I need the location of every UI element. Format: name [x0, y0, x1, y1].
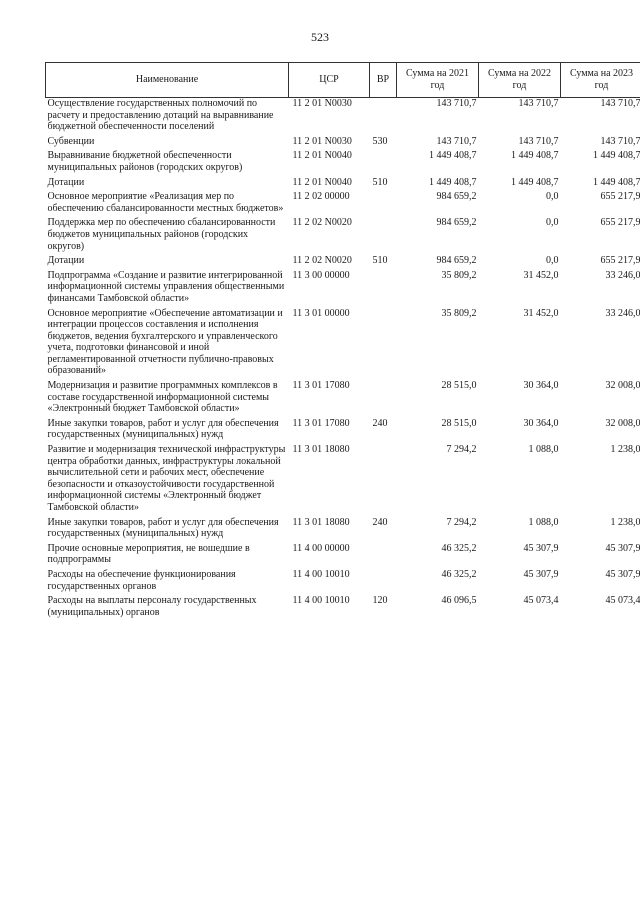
cell-name: Дотации	[47, 176, 85, 188]
cell-name: Субвенции	[47, 135, 95, 147]
cell-sum-2021: 1 449 408,7	[429, 176, 477, 188]
table-row	[46, 543, 640, 569]
table-row	[46, 270, 640, 308]
cell-sum-2021: 46 096,5	[441, 595, 477, 607]
cell-code: 11 3 01 17080	[292, 380, 350, 392]
cell-vr: 530	[372, 135, 388, 147]
cell-code: 11 4 00 00000	[292, 542, 350, 554]
cell-vr: 240	[372, 417, 388, 429]
table-row	[46, 569, 640, 595]
cell-code: 11 4 00 10010	[292, 595, 350, 607]
cell-sum-2022: 1 088,0	[528, 444, 559, 456]
cell-sum-2021: 7 294,2	[446, 444, 477, 456]
cell-code: 11 2 01 N0040	[292, 150, 352, 162]
table-row	[46, 444, 640, 517]
cell-vr	[370, 444, 397, 517]
cell-sum-2023: 1 238,0	[610, 444, 640, 456]
table-body	[46, 98, 640, 622]
cell-name: Осуществление государственных полномочий по расчету и предоставлению дотаций на выравнивание бюджетной обеспеченности поселений	[47, 98, 274, 133]
cell-code: 11 2 01 N0030	[292, 98, 352, 109]
budget-table	[45, 62, 640, 621]
cell-sum-2021: 984 659,2	[436, 191, 477, 203]
cell-sum-2023: 33 246,0	[605, 307, 640, 319]
cell-sum-2022: 0,0	[546, 255, 559, 267]
cell-sum-2022: 1 449 408,7	[511, 150, 559, 162]
cell-code: 11 3 01 00000	[292, 307, 350, 319]
cell-sum-2023: 143 710,7	[600, 135, 640, 147]
cell-name: Расходы на обеспечение функционирования государственных органов	[47, 568, 236, 592]
cell-sum-2023: 655 217,9	[600, 191, 640, 203]
cell-name: Расходы на выплаты персоналу государственных (муниципальных) органов	[47, 595, 257, 618]
cell-sum-2021: 984 659,2	[436, 217, 477, 229]
table-row	[46, 98, 640, 136]
cell-sum-2022: 45 307,9	[523, 568, 559, 580]
cell-vr	[370, 543, 397, 569]
cell-code: 11 2 02 00000	[292, 191, 350, 203]
table-row	[46, 380, 640, 418]
cell-sum-2022: 0,0	[546, 191, 559, 203]
cell-vr	[370, 150, 397, 176]
cell-sum-2023: 655 217,9	[600, 217, 640, 229]
header-name: Наименование	[46, 63, 289, 98]
cell-sum-2023: 45 073,4	[605, 595, 640, 607]
cell-name: Иные закупки товаров, работ и услуг для обеспечения государственных (муниципальных) нужд	[47, 516, 279, 540]
cell-sum-2023: 1 449 408,7	[593, 150, 640, 162]
table-row	[46, 595, 640, 621]
cell-sum-2021: 35 809,2	[441, 307, 477, 319]
cell-vr	[370, 308, 397, 381]
table-header-row	[46, 63, 640, 98]
cell-sum-2022: 31 452,0	[523, 269, 559, 281]
cell-code: 11 2 02 N0020	[292, 217, 352, 229]
cell-sum-2021: 46 325,2	[441, 542, 477, 554]
cell-sum-2022: 0,0	[546, 217, 559, 229]
cell-vr: 510	[372, 176, 388, 188]
cell-sum-2021: 46 325,2	[441, 568, 477, 580]
cell-sum-2022: 1 449 408,7	[511, 176, 559, 188]
cell-vr	[370, 380, 397, 418]
cell-vr: 240	[372, 516, 388, 528]
cell-name: Иные закупки товаров, работ и услуг для обеспечения государственных (муниципальных) нужд	[47, 417, 279, 441]
cell-sum-2021: 984 659,2	[436, 255, 477, 267]
cell-code: 11 2 02 N0020	[292, 255, 352, 267]
cell-sum-2022: 31 452,0	[523, 307, 559, 319]
header-code: ЦСР	[289, 63, 370, 98]
cell-vr	[370, 191, 397, 217]
table-row	[46, 418, 640, 444]
page-number: 523	[311, 30, 329, 44]
cell-code: 11 3 01 18080	[292, 444, 350, 456]
table-row	[46, 150, 640, 176]
header-sum-2021: Сумма на 2021 год	[397, 63, 479, 98]
cell-code: 11 4 00 10010	[292, 568, 350, 580]
cell-sum-2022: 143 710,7	[518, 135, 559, 147]
cell-sum-2023: 1 449 408,7	[593, 176, 640, 188]
cell-sum-2021: 28 515,0	[441, 417, 477, 429]
cell-sum-2023: 45 307,9	[605, 542, 640, 554]
cell-sum-2022: 143 710,7	[518, 98, 559, 109]
cell-vr	[370, 217, 397, 255]
header-sum-2023: Сумма на 2023 год	[561, 63, 640, 98]
table-row	[46, 517, 640, 543]
table-row	[46, 217, 640, 255]
cell-name: Подпрограмма «Создание и развитие интегрированной информационной системы управления общественными финансами Тамбовской области»	[47, 269, 285, 304]
cell-sum-2022: 45 073,4	[523, 595, 559, 607]
cell-sum-2021: 143 710,7	[436, 135, 477, 147]
cell-name: Основное мероприятие «Обеспечение автоматизации и интеграции процессов составления и исполнения бюджетов, ведения бухгалтерского и управленческого учета, подготовки финансовой и иной регламентированной отчетности публично-правовых образований»	[47, 307, 283, 377]
cell-name: Дотации	[47, 255, 85, 267]
cell-sum-2021: 143 710,7	[436, 98, 477, 109]
cell-sum-2023: 32 008,0	[605, 417, 640, 429]
cell-name: Основное мероприятие «Реализация мер по обеспечению сбалансированности местных бюджетов»	[47, 191, 284, 214]
cell-code: 11 2 01 N0030	[292, 135, 352, 147]
cell-code: 11 3 00 00000	[292, 269, 350, 281]
cell-sum-2021: 28 515,0	[441, 380, 477, 392]
cell-vr: 120	[372, 595, 388, 607]
cell-name: Развитие и модернизация технической инфраструктуры центра обработки данных, инфраструктуры локальной вычислительной сети и рабочих мест, обеспечение безопасности и отказоустойчивости государственной информационной системы «Электронный бюджет Тамбовской области»	[47, 444, 286, 513]
cell-name: Прочие основные мероприятия, не вошедшие в подпрограммы	[47, 542, 250, 566]
cell-sum-2022: 45 307,9	[523, 542, 559, 554]
cell-sum-2023: 32 008,0	[605, 380, 640, 392]
table-row	[46, 308, 640, 381]
header-sum-2022: Сумма на 2022 год	[479, 63, 561, 98]
cell-sum-2023: 45 307,9	[605, 568, 640, 580]
cell-sum-2021: 1 449 408,7	[429, 150, 477, 162]
cell-sum-2022: 30 364,0	[523, 380, 559, 392]
cell-name: Модернизация и развитие программных комплексов в составе государственной информационной системы «Электронный бюджет Тамбовской области»	[47, 380, 278, 415]
cell-sum-2022: 30 364,0	[523, 417, 559, 429]
cell-code: 11 3 01 17080	[292, 417, 350, 429]
cell-vr	[370, 98, 397, 136]
cell-sum-2021: 35 809,2	[441, 269, 477, 281]
cell-vr	[370, 569, 397, 595]
table-row	[46, 191, 640, 217]
cell-sum-2022: 1 088,0	[528, 516, 559, 528]
table-row	[46, 255, 640, 270]
header-vr: ВР	[370, 63, 397, 98]
cell-code: 11 2 01 N0040	[292, 176, 352, 188]
table-row	[46, 177, 640, 192]
cell-code: 11 3 01 18080	[292, 516, 350, 528]
cell-vr	[370, 270, 397, 308]
cell-sum-2023: 655 217,9	[600, 255, 640, 267]
cell-name: Поддержка мер по обеспечению сбалансированности бюджетов муниципальных районов (городских округов)	[47, 217, 276, 252]
cell-vr: 510	[372, 255, 388, 267]
cell-sum-2023: 1 238,0	[610, 516, 640, 528]
table-row	[46, 136, 640, 151]
cell-sum-2021: 7 294,2	[446, 516, 477, 528]
cell-name: Выравнивание бюджетной обеспеченности муниципальных районов (городских округов)	[47, 150, 243, 173]
cell-sum-2023: 33 246,0	[605, 269, 640, 281]
cell-sum-2023: 143 710,7	[600, 98, 640, 109]
